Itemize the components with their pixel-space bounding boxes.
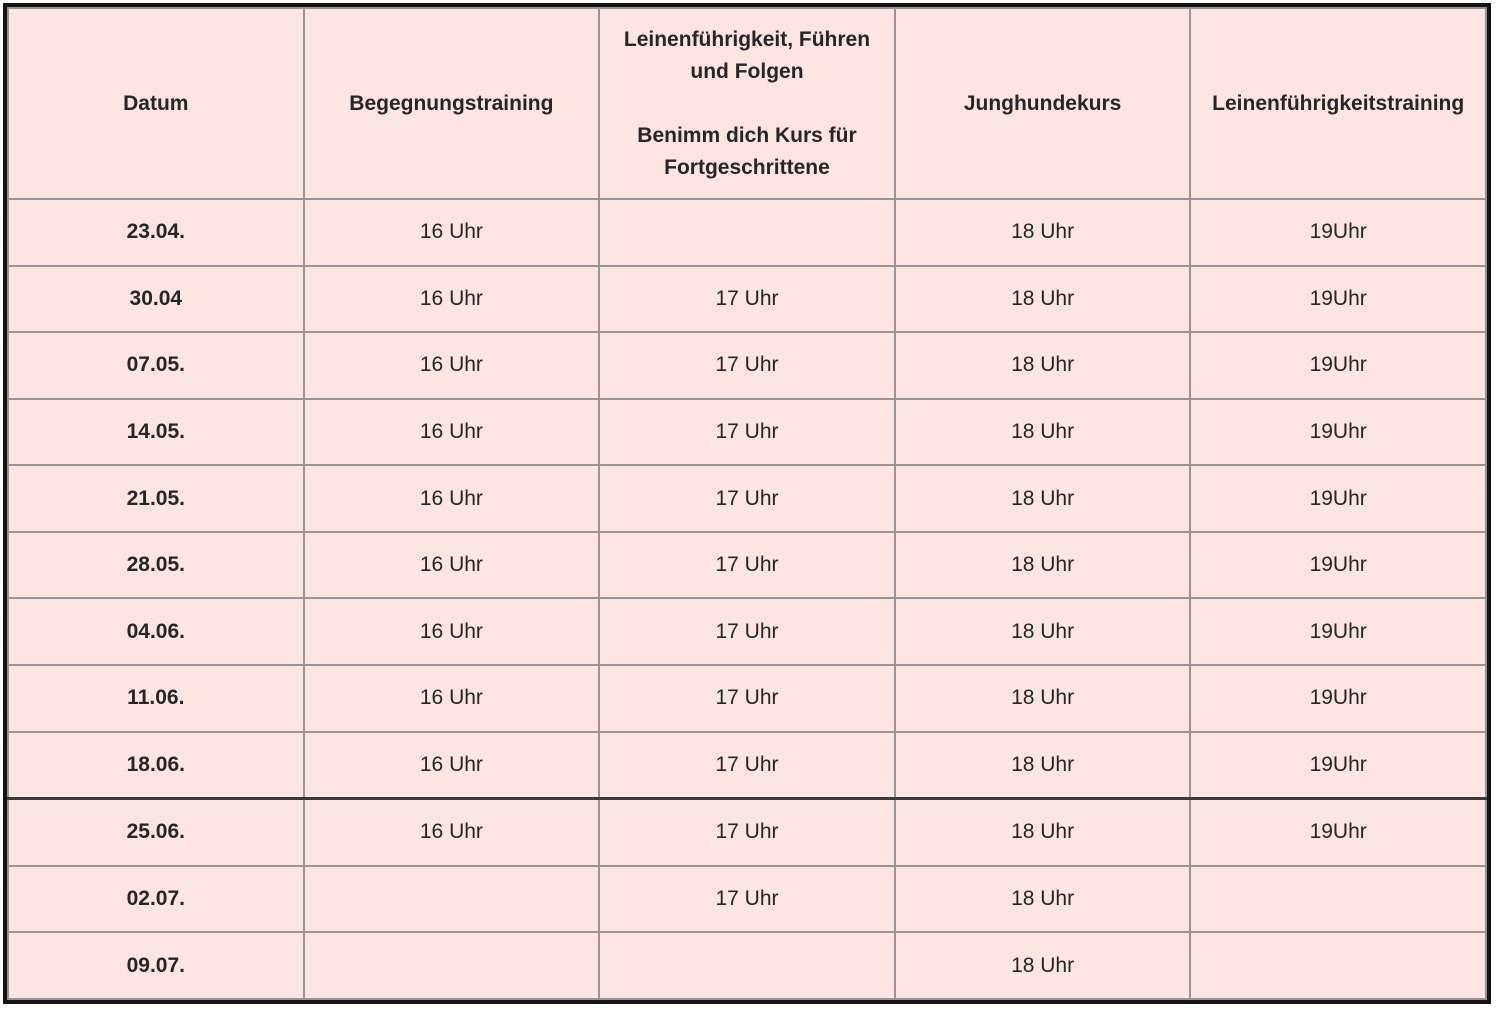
cell-junghundekurs: 18 Uhr [895, 266, 1191, 333]
cell-begegnungstraining: 16 Uhr [304, 465, 600, 532]
cell-begegnungstraining: 16 Uhr [304, 732, 600, 799]
cell-leinenfuehrigkeit: 17 Uhr [599, 399, 895, 466]
cell-date: 25.06. [8, 799, 304, 866]
header-course-line-4: Benimm dich Kurs für [637, 123, 857, 147]
table-row [8, 732, 1486, 799]
cell-leinenfuehrigkeit: 17 Uhr [599, 598, 895, 665]
cell-date: 30.04 [8, 266, 304, 333]
cell-leinenfuehrigkeit: 17 Uhr [599, 732, 895, 799]
header-junghundekurs-label: Junghundekurs [963, 91, 1122, 115]
table-row [8, 598, 1486, 665]
cell-leinenfuehrigkeit: 17 Uhr [599, 866, 895, 933]
cell-begegnungstraining [304, 932, 600, 999]
schedule-table-body [8, 199, 1486, 999]
header-leinenfuehrigkeitstraining-label: Leinenführigkeitstraining [1212, 91, 1465, 115]
cell-begegnungstraining: 16 Uhr [304, 332, 600, 399]
cell-junghundekurs: 18 Uhr [895, 598, 1191, 665]
table-row [8, 399, 1486, 466]
table-row [8, 465, 1486, 532]
cell-begegnungstraining: 16 Uhr [304, 266, 600, 333]
cell-date: 02.07. [8, 866, 304, 933]
cell-leinenfuehrigkeitstraining [1190, 866, 1486, 933]
header-row [8, 8, 1486, 199]
header-begegnungstraining [304, 8, 600, 199]
cell-leinenfuehrigkeitstraining: 19Uhr [1190, 532, 1486, 599]
cell-junghundekurs: 18 Uhr [895, 332, 1191, 399]
table-row [8, 932, 1486, 999]
cell-date: 18.06. [8, 732, 304, 799]
cell-begegnungstraining: 16 Uhr [304, 399, 600, 466]
cell-date: 07.05. [8, 332, 304, 399]
cell-leinenfuehrigkeitstraining: 19Uhr [1190, 199, 1486, 266]
cell-junghundekurs: 18 Uhr [895, 866, 1191, 933]
header-datum [8, 8, 304, 199]
cell-leinenfuehrigkeitstraining: 19Uhr [1190, 399, 1486, 466]
cell-leinenfuehrigkeit: 17 Uhr [599, 332, 895, 399]
header-begegnungstraining-label: Begegnungstraining [349, 91, 554, 115]
cell-junghundekurs: 18 Uhr [895, 465, 1191, 532]
header-course-line-1: Leinenführigkeit, Führen [623, 27, 871, 51]
cell-leinenfuehrigkeitstraining: 19Uhr [1190, 598, 1486, 665]
header-course-gap [606, 88, 888, 120]
cell-leinenfuehrigkeit: 17 Uhr [599, 532, 895, 599]
cell-leinenfuehrigkeit [599, 199, 895, 266]
cell-date: 21.05. [8, 465, 304, 532]
header-course-line-5: Fortgeschrittene [664, 155, 830, 179]
cell-leinenfuehrigkeitstraining: 19Uhr [1190, 332, 1486, 399]
cell-begegnungstraining: 16 Uhr [304, 532, 600, 599]
cell-leinenfuehrigkeitstraining: 19Uhr [1190, 465, 1486, 532]
table-row [8, 332, 1486, 399]
cell-date: 09.07. [8, 932, 304, 999]
cell-begegnungstraining: 16 Uhr [304, 598, 600, 665]
table-row [8, 866, 1486, 933]
cell-leinenfuehrigkeit: 17 Uhr [599, 665, 895, 732]
cell-leinenfuehrigkeitstraining: 19Uhr [1190, 799, 1486, 866]
schedule-table-frame [3, 3, 1491, 1004]
header-leinenfuehrigkeit-fuehren-folgen [599, 8, 895, 199]
cell-date: 14.05. [8, 399, 304, 466]
header-leinenfuehrigkeitstraining [1190, 8, 1486, 199]
cell-leinenfuehrigkeitstraining: 19Uhr [1190, 266, 1486, 333]
cell-begegnungstraining [304, 866, 600, 933]
cell-leinenfuehrigkeit: 17 Uhr [599, 799, 895, 866]
cell-leinenfuehrigkeit [599, 932, 895, 999]
header-junghundekurs [895, 8, 1191, 199]
cell-leinenfuehrigkeit: 17 Uhr [599, 266, 895, 333]
cell-leinenfuehrigkeitstraining: 19Uhr [1190, 732, 1486, 799]
cell-leinenfuehrigkeit: 17 Uhr [599, 465, 895, 532]
cell-leinenfuehrigkeitstraining [1190, 932, 1486, 999]
cell-date: 28.05. [8, 532, 304, 599]
cell-junghundekurs: 18 Uhr [895, 732, 1191, 799]
cell-junghundekurs: 18 Uhr [895, 932, 1191, 999]
schedule-table [7, 7, 1487, 1000]
table-row [8, 799, 1486, 866]
cell-junghundekurs: 18 Uhr [895, 199, 1191, 266]
cell-date: 11.06. [8, 665, 304, 732]
cell-begegnungstraining: 16 Uhr [304, 799, 600, 866]
table-row [8, 532, 1486, 599]
table-row [8, 665, 1486, 732]
cell-junghundekurs: 18 Uhr [895, 532, 1191, 599]
cell-junghundekurs: 18 Uhr [895, 799, 1191, 866]
cell-date: 04.06. [8, 598, 304, 665]
cell-leinenfuehrigkeitstraining: 19Uhr [1190, 665, 1486, 732]
cell-begegnungstraining: 16 Uhr [304, 665, 600, 732]
cell-junghundekurs: 18 Uhr [895, 665, 1191, 732]
header-course-line-2: und Folgen [690, 59, 804, 83]
table-row [8, 199, 1486, 266]
table-row [8, 266, 1486, 333]
cell-junghundekurs: 18 Uhr [895, 399, 1191, 466]
cell-begegnungstraining: 16 Uhr [304, 199, 600, 266]
header-datum-label: Datum [123, 91, 189, 115]
cell-date: 23.04. [8, 199, 304, 266]
